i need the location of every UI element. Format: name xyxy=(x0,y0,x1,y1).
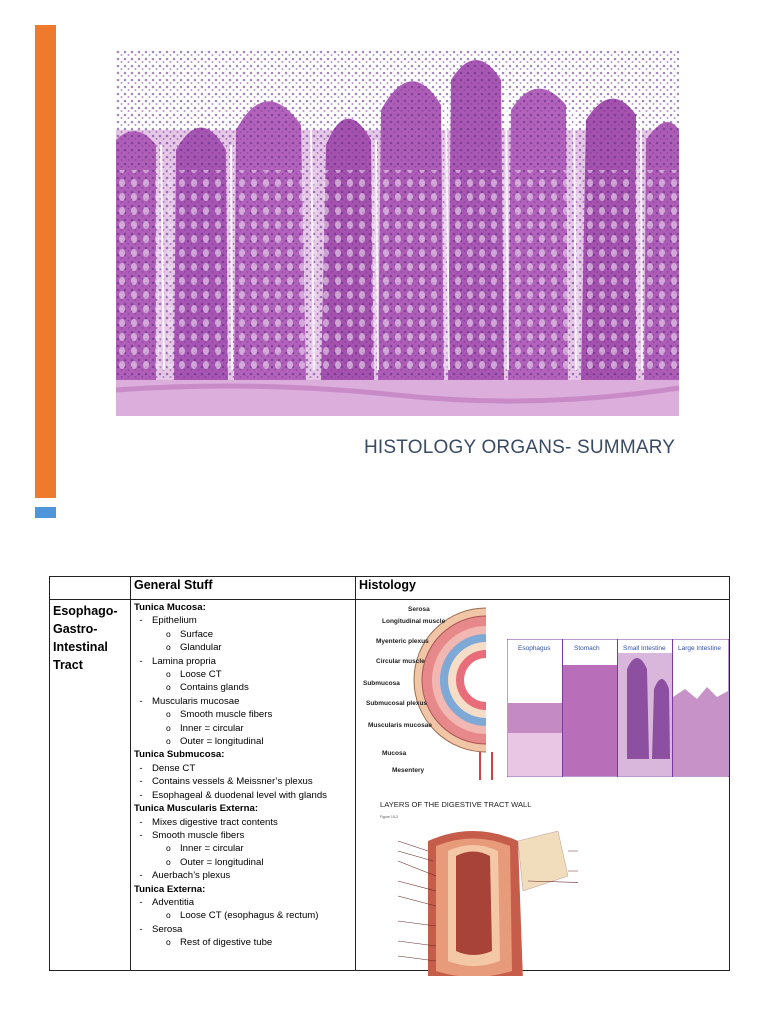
header-cell-general-stuff: General Stuff xyxy=(131,577,356,600)
note-item: - Muscularis mucosae xyxy=(134,695,352,708)
panel-label-small-intestine: Small Intestine xyxy=(623,645,666,652)
note-subitem: o Smooth muscle fibers xyxy=(134,708,352,721)
note-subitem: o Outer = longitudinal xyxy=(134,735,352,748)
wall-label-mesentery: Mesentery xyxy=(392,767,425,774)
layers-illustration xyxy=(378,796,578,976)
note-subitem: o Contains glands xyxy=(134,681,352,694)
panel-label-large-intestine: Large Intestine xyxy=(678,645,722,652)
note-subitem: o Inner = circular xyxy=(134,842,352,855)
wall-label-submucosal-plexus: Submucosal plexus xyxy=(366,700,428,707)
wall-label-circular-muscle: Circular muscle xyxy=(376,658,425,665)
note-subitem: o Glandular xyxy=(134,641,352,654)
hero-histology-image xyxy=(116,50,679,416)
note-item: - Contains vessels & Meissner’s plexus xyxy=(134,775,352,788)
note-item: - Mixes digestive tract contents xyxy=(134,816,352,829)
wall-label-myenteric-plexus: Myenteric plexus xyxy=(376,638,429,645)
header-cell-empty xyxy=(50,577,131,600)
organ-cell: Esophago-Gastro-Intestinal Tract xyxy=(50,600,131,971)
summary-table xyxy=(49,576,730,971)
accent-square-blue xyxy=(35,507,56,518)
note-item: - Auerbach’s plexus xyxy=(134,869,352,882)
general-notes-cell xyxy=(131,600,356,971)
panel-label-esophagus: Esophagus xyxy=(518,645,551,652)
wall-label-submucosa: Submucosa xyxy=(363,680,400,687)
note-section-heading: Tunica Externa: xyxy=(134,883,206,895)
wall-label-muscularis-mucosae: Muscularis mucosae xyxy=(368,722,432,729)
note-item: - Smooth muscle fibers xyxy=(134,829,352,842)
note-subitem: o Surface xyxy=(134,628,352,641)
wall-label-serosa: Serosa xyxy=(408,606,430,613)
document-title: HISTOLOGY ORGANS- SUMMARY xyxy=(364,437,676,458)
organ-comparison-panels xyxy=(507,639,729,777)
header-cell-histology: Histology xyxy=(356,577,730,600)
note-section-heading: Tunica Mucosa: xyxy=(134,602,206,613)
accent-bar-orange xyxy=(35,25,56,498)
note-section-heading: Tunica Submucosa: xyxy=(134,749,225,761)
table-row xyxy=(50,600,730,971)
note-subitem: o Outer = longitudinal xyxy=(134,856,352,869)
note-item: - Dense CT xyxy=(134,762,352,775)
note-item: - Serosa xyxy=(134,923,352,936)
note-subitem: o Rest of digestive tube xyxy=(134,936,352,949)
figure-number: Figure 15-3 xyxy=(380,815,398,819)
histology-cell xyxy=(356,600,730,971)
note-item: - Lamina propria xyxy=(134,655,352,668)
note-subitem: o Loose CT (esophagus & rectum) xyxy=(134,909,352,922)
note-item: - Adventitia xyxy=(134,896,352,909)
note-subitem: o Loose CT xyxy=(134,668,352,681)
layers-title: LAYERS OF THE DIGESTIVE TRACT WALL xyxy=(380,800,532,809)
panel-label-stomach: Stomach xyxy=(574,645,600,652)
wall-label-longitudinal-muscle: Longitudinal muscle xyxy=(382,618,446,625)
note-item: - Epithelium xyxy=(134,614,352,627)
wall-label-mucosa: Mucosa xyxy=(382,750,407,757)
note-item: - Esophageal & duodenal level with glands xyxy=(134,789,352,802)
note-section-heading: Tunica Muscularis Externa: xyxy=(134,803,259,815)
table-header-row xyxy=(50,577,730,600)
note-subitem: o Inner = circular xyxy=(134,722,352,735)
tract-wall-diagram xyxy=(358,602,508,782)
